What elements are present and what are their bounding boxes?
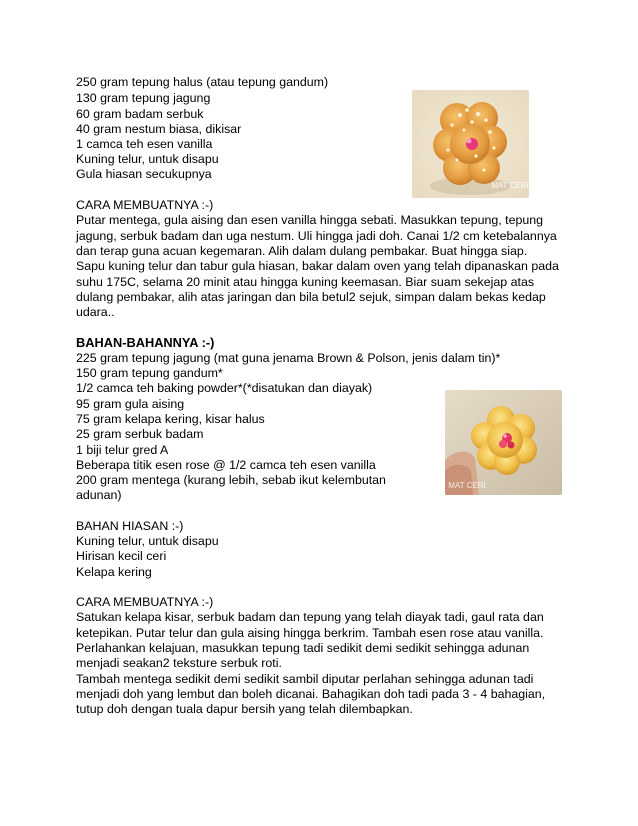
method-line: jagung, serbuk badam dan uga nestum. Uli hingga jadi doh. Canai 1/2 cm ketebalannya [76, 229, 557, 243]
ingredient-line: 150 gram tepung gandum* [76, 366, 223, 380]
ingredient-line: Beberapa titik esen rose @ 1/2 camca teh esen vanilla [76, 458, 376, 472]
method-line: dulang pembakar, alih atas jaringan dan bila betul2 sejuk, simpan dalam bekas kedap [76, 290, 546, 304]
method-line: Putar mentega, gula aising dan esen vanilla hingga sebati. Masukkan tepung, tepung [76, 213, 544, 227]
garnish-line: Kuning telur, untuk disapu [76, 534, 219, 548]
ingredient-line: Gula hiasan secukupnya [76, 167, 212, 181]
method-line: Satukan kelapa kisar, serbuk badam dan tepung yang telah diayak tadi, gaul rata dan [76, 610, 544, 624]
ingredient-line: 1 biji telur gred A [76, 443, 169, 457]
method-line: ketepikan. Putar telur dan gula aising hingga berkrim. Tambah esen rose atau vanilla. [76, 626, 544, 640]
method-line: menjadi doh yang lembut dan boleh dicanai. Bahagikan doh tadi pada 3 - 4 bahagian, [76, 687, 546, 701]
method-line: tutup doh dengan tuala dapur bersih yang telah dilembapkan. [76, 702, 413, 716]
method-line: Perlahankan kelajuan, masukkan tepung tadi sedikit demi sedikit sehingga adunan [76, 641, 530, 655]
ingredient-line: 60 gram badam serbuk [76, 107, 204, 121]
ingredient-line: 75 gram kelapa kering, kisar halus [76, 412, 265, 426]
ingredient-line: 200 gram mentega (kurang lebih, sebab ikut kelembutan [76, 473, 386, 487]
garnish-line: Kelapa kering [76, 565, 152, 579]
photo-watermark: MAT CERI [448, 481, 486, 490]
garnish-line: Hirisan kecil ceri [76, 549, 167, 563]
ingredient-line: 225 gram tepung jagung (mat guna jenama Brown & Polson, jenis dalam tin)* [76, 351, 501, 365]
ingredient-line: 250 gram tepung halus (atau tepung gandum) [76, 75, 329, 89]
method-line: Sapu kuning telur dan tabur gula hiasan, bakar dalam oven yang telah dipanaskan pada [76, 259, 559, 273]
method-line: Tambah mentega sedikit demi sedikit sambil diputar perlahan sehingga adunan tadi [76, 672, 534, 686]
method-line: dan terap guna acuan kegemaran. Alih dalam dulang pembakar. Buat hingga siap. [76, 244, 528, 258]
cookie-photo-2 [445, 390, 562, 495]
ingredient-line: 25 gram serbuk badam [76, 427, 204, 441]
cookie-photo-1 [412, 90, 529, 198]
ingredient-line: 95 gram gula aising [76, 397, 185, 411]
ingredient-line: 1 camca teh esen vanilla [76, 137, 213, 151]
method-heading: CARA MEMBUATNYA :-) [76, 198, 214, 212]
ingredient-line: 1/2 camca teh baking powder*(*disatukan dan diayak) [76, 381, 373, 395]
ingredients-heading: BAHAN-BAHANNYA :-) [76, 335, 215, 350]
ingredient-line: 40 gram nestum biasa, dikisar [76, 122, 242, 136]
method-line: suhu 175C, selama 20 minit atau hingga kuning keemasan. Biar suam sekejap atas [76, 275, 535, 289]
ingredient-line: adunan) [76, 488, 122, 502]
method-heading: CARA MEMBUATNYA :-) [76, 595, 214, 609]
garnish-heading: BAHAN HIASAN :-) [76, 519, 184, 533]
method-line: udara.. [76, 305, 115, 319]
method-line: menjadi seakan2 teksture serbuk roti. [76, 656, 282, 670]
photo-watermark: MAT CERI [491, 181, 529, 190]
ingredient-line: 130 gram tepung jagung [76, 91, 211, 105]
ingredient-line: Kuning telur, untuk disapu [76, 152, 219, 166]
